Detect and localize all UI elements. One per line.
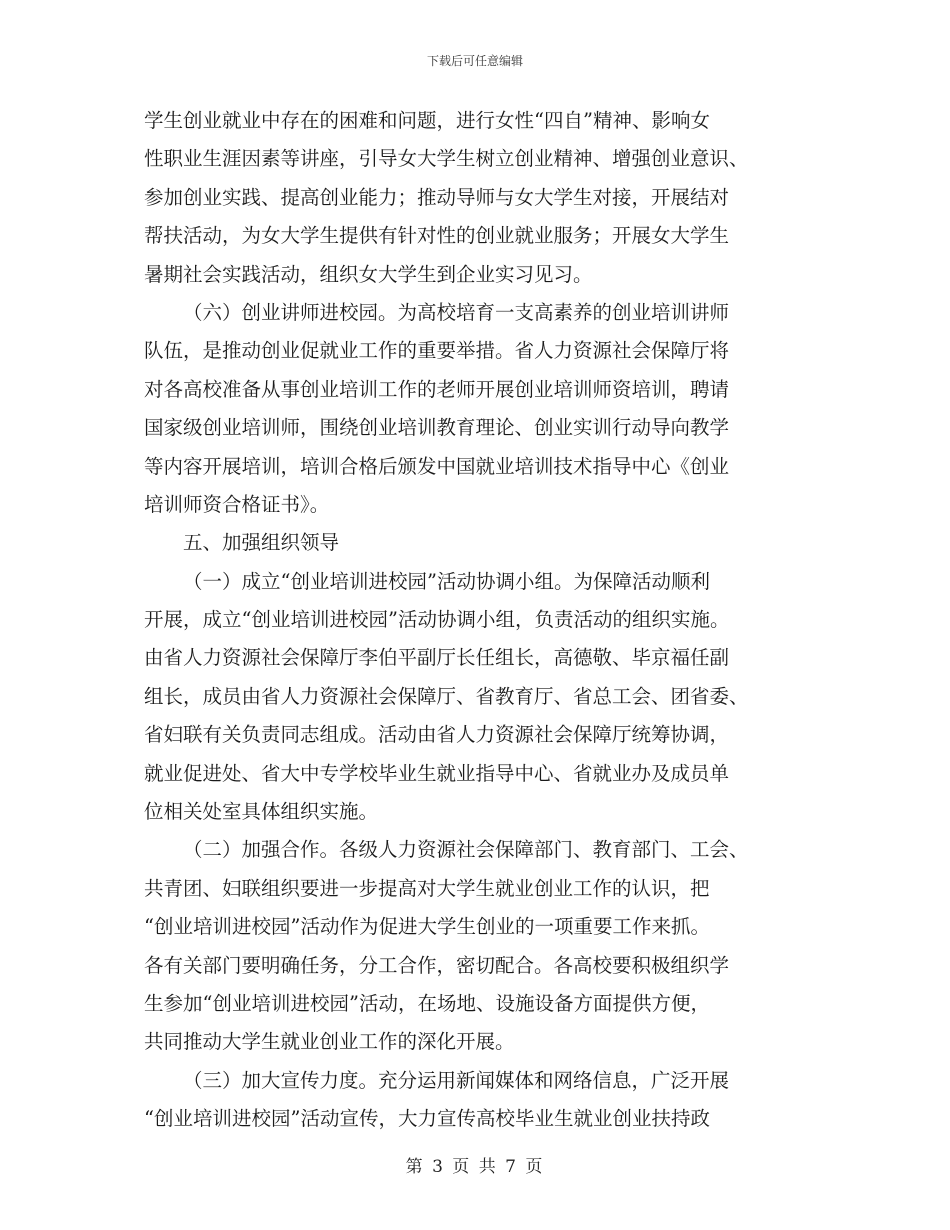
- text-line: 开展，成立“创业培训进校园”活动协调小组，负责活动的组织实施。: [144, 608, 730, 632]
- text-line: 省妇联有关负责同志组成。活动由省人力资源社会保障厅统筹协调，: [144, 723, 730, 747]
- text-line: 学生创业就业中存在的困难和问题，进行女性“四自”精神、影响女: [144, 109, 710, 132]
- text-line: 共青团、妇联组织要进一步提高对大学生就业创业工作的认识，把: [144, 876, 710, 900]
- text-line: 队伍，是推动创业促就业工作的重要举措。省人力资源社会保障厅将: [144, 339, 730, 363]
- page-footer: 第 3 页 共 7 页: [405, 1157, 545, 1177]
- text-line: 国家级创业培训师，围绕创业培训教育理论、创业实训行动导向教学: [144, 416, 730, 440]
- document-body: [144, 102, 809, 1139]
- text-line: 性职业生涯因素等讲座，引导女大学生树立创业精神、增强创业意识、: [144, 147, 749, 171]
- text-line: （一）成立“创业培训进校园”活动协调小组。为保障活动顺利: [183, 569, 710, 593]
- text-line: 参加创业实践、提高创业能力；推动导师与女大学生对接，开展结对: [144, 185, 730, 209]
- text-line: 就业促进处、省大中专学校毕业生就业指导中心、省就业办及成员单: [144, 761, 730, 785]
- text-line: 各有关部门要明确任务，分工合作，密切配合。各高校要积极组织学: [144, 953, 730, 977]
- text-line: 等内容开展培训，培训合格后颁发中国就业培训技术指导中心《创业: [144, 454, 730, 478]
- text-line: 对各高校准备从事创业培训工作的老师开展创业培训师资培训，聘请: [144, 377, 730, 401]
- text-line: （三）加大宣传力度。充分运用新闻媒体和网络信息，广泛开展: [183, 1068, 730, 1092]
- text-line: 暑期社会实践活动，组织女大学生到企业实习见习。: [144, 262, 593, 286]
- text-line: （二）加强合作。各级人力资源社会保障部门、教育部门、工会、: [183, 838, 749, 862]
- text-line: “创业培训进校园”活动作为促进大学生创业的一项重要工作来抓。: [144, 915, 710, 939]
- text-line: 位相关处室具体组织实施。: [144, 800, 379, 824]
- text-line: 共同推动大学生就业创业工作的深化开展。: [144, 1030, 515, 1054]
- text-line: 五、加强组织领导: [183, 531, 340, 555]
- text-line: 培训师资合格证书》。: [144, 492, 330, 516]
- text-line: 组长，成员由省人力资源社会保障厅、省教育厅、省总工会、团省委、: [144, 684, 749, 708]
- text-line: “创业培训进校园”活动宣传，大力宣传高校毕业生就业创业扶持政: [144, 1107, 710, 1131]
- text-line: （六）创业讲师进校园。为高校培育一支高素养的创业培训讲师: [183, 300, 730, 324]
- text-line: 生参加“创业培训进校园”活动，在场地、设施设备方面提供方便，: [144, 991, 710, 1015]
- text-line: 由省人力资源社会保障厅李伯平副厅长任组长，高德敬、毕京福任副: [144, 646, 730, 670]
- page-header: 下载后可任意编辑: [426, 54, 523, 68]
- text-line: 帮扶活动，为女大学生提供有针对性的创业就业服务；开展女大学生: [144, 224, 730, 248]
